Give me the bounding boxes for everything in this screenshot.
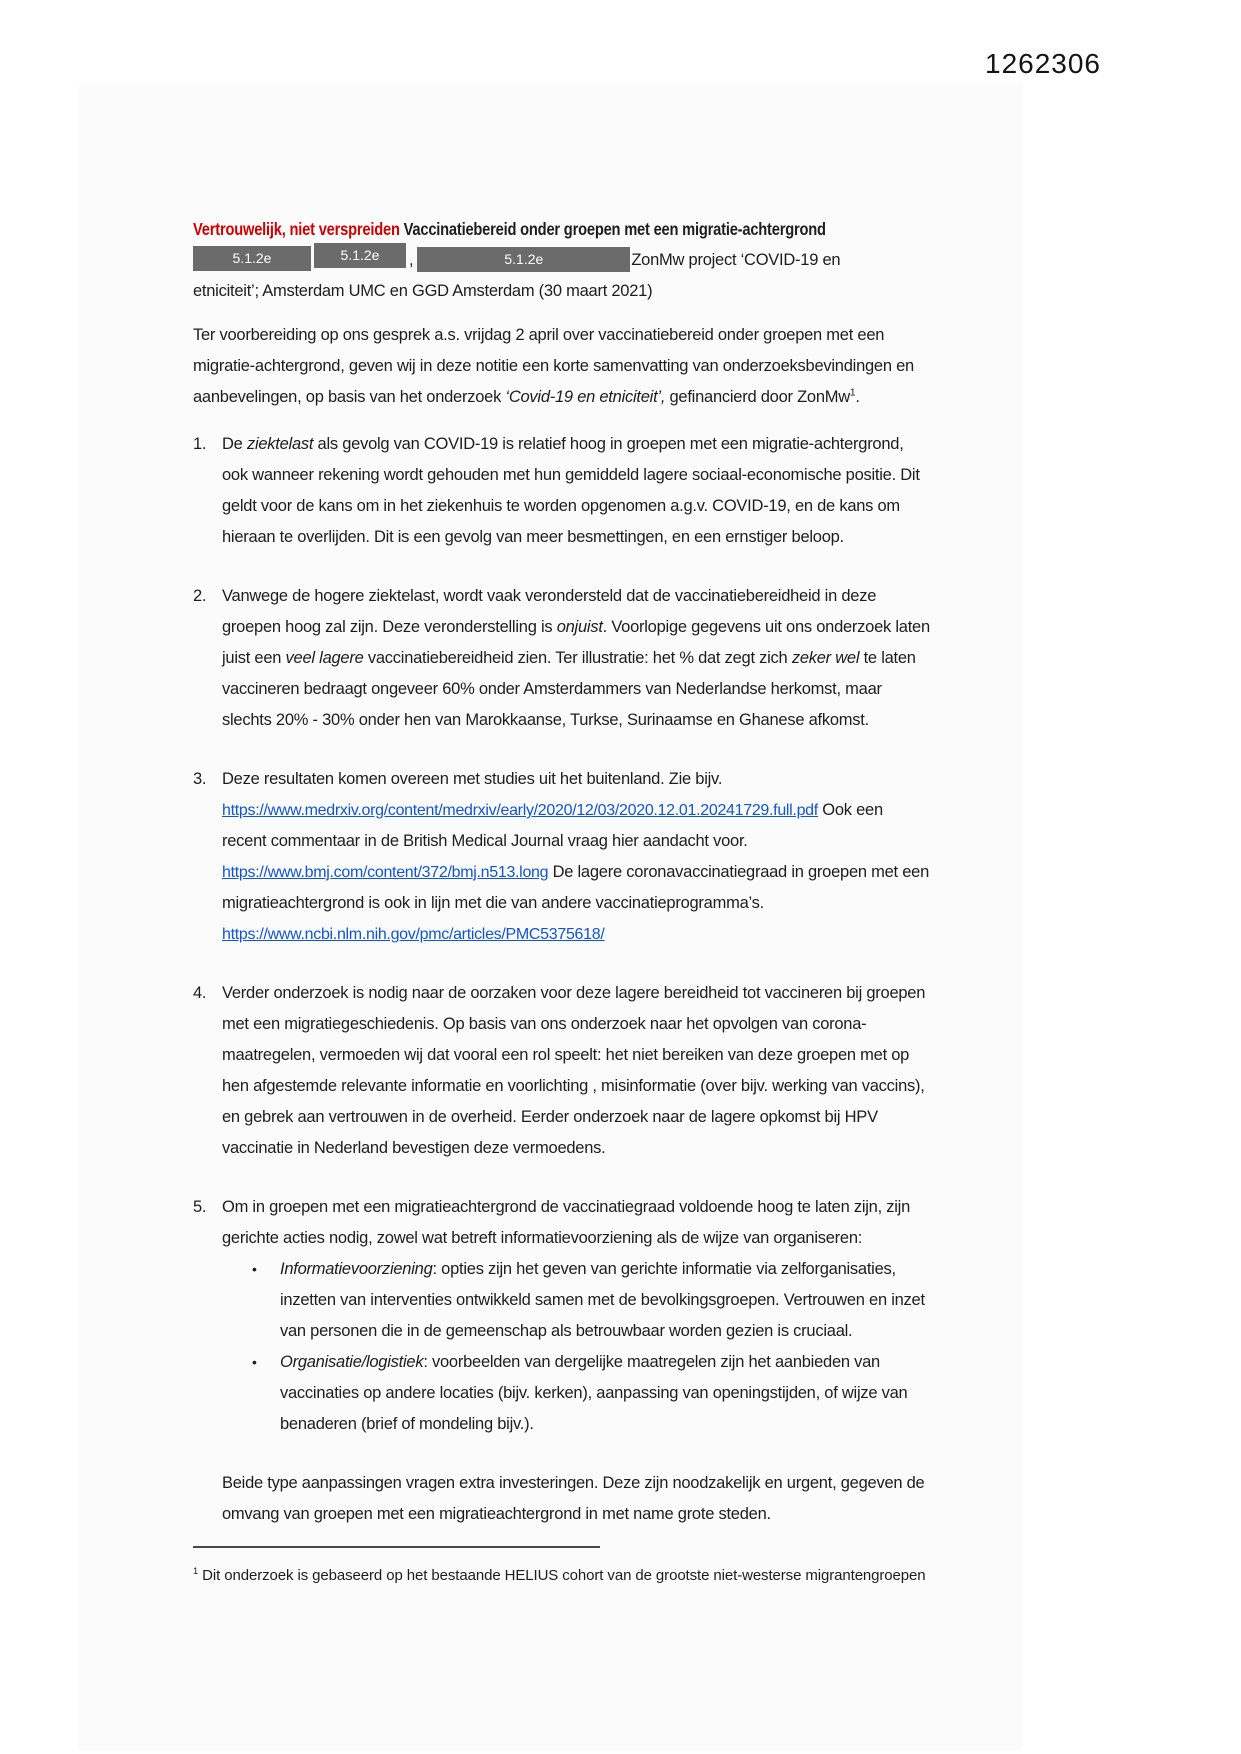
text-run: Deze resultaten komen overeen met studies uit het buitenland. Zie bijv.: [222, 770, 723, 788]
hyperlink[interactable]: https://www.ncbi.nlm.nih.gov/pmc/articles/PMC5375618/: [222, 926, 605, 943]
text-run: ZonMw project ‘COVID-19 en: [631, 251, 841, 269]
list-number-3: 3.: [193, 770, 207, 788]
list-text-3: [222, 764, 931, 950]
text-run: . Voorlopige gegevens uit ons onderzoek laten juist een: [222, 618, 930, 667]
text-run: Beide type aanpassingen vragen extra investeringen. Deze zijn noodzakelijk en urgent, gegeven de omvang van groepen met een migratieachtergrond in met name grote steden.: [222, 1474, 925, 1523]
heading-affiliation: [193, 276, 931, 307]
text-run: als gevolg van COVID-19 is relatief hoog in groepen met een migratie-achtergrond, ook wanneer rekening wordt gehouden met hun gemiddeld lagere sociaal-economische positie. Dit geldt voor de kans om in het ziekenhuis te worden opgenomen a.g.v. COVID-19, en de kans om hieraan te overlijden. Dit is een gevolg van meer besmettingen, en een ernstiger beloop.: [222, 435, 920, 546]
text-run: Vanwege de hogere ziektelast, wordt vaak verondersteld dat de vaccinatiebereidheid in deze groepen hoog zal zijn. Deze veronderstelling is: [222, 587, 877, 636]
heading-title: [193, 214, 826, 245]
redaction-bar: 5.1.2e: [417, 247, 630, 272]
text-run: Vaccinatiebereid onder groepen met een migratie-achtergrond: [403, 219, 826, 239]
superscript-ref: 1: [193, 1566, 199, 1576]
text-run: De: [222, 435, 247, 453]
text-run: De lagere coronavaccinatiegraad in groepen met een migratieachtergrond is ook in lijn met die van andere vaccinatieprogramma’s.: [222, 863, 930, 912]
list-number-1: 1.: [193, 435, 207, 453]
bullet-item-2: [222, 1347, 931, 1440]
footnote: [193, 1563, 931, 1588]
text-run: etniciteit’; Amsterdam UMC en GGD Amsterdam (30 maart 2021): [193, 282, 653, 300]
list-body-2: [222, 581, 931, 736]
text-run: .: [855, 388, 860, 406]
superscript-ref: 1: [849, 387, 856, 399]
hyperlink[interactable]: https://www.medrxiv.org/content/medrxiv/early/2020/12/03/2020.12.01.20241729.full.pdf: [222, 802, 818, 819]
text-run: ziektelast: [246, 435, 314, 453]
bullet-icon: •: [252, 1261, 257, 1277]
bullet-text-1: [280, 1254, 931, 1347]
text-run: : opties zijn het geven van gerichte informatie via zelforganisaties, inzetten van interventies ontwikkeld samen met de bevolkingsgroepen. Vertrouwen en inzet van personen die in de gemeenschap als betrouwbaar worden gezien is cruciaal.: [280, 1260, 925, 1340]
text-run: Verder onderzoek is nodig naar de oorzaken voor deze lagere bereidheid tot vaccineren bij groepen met een migratiegeschiedenis. Op basis van ons onderzoek naar het opvolgen van corona-maatregelen, vermoeden wij dat vooral een rol speelt: het niet bereiken van deze groepen met op hen afgestemde relevante informatie en voorlichting , misinformatie (over bijv. werking van vaccins), en gebrek aan vertrouwen in de overheid. Eerder onderzoek naar de lagere opkomst bij HPV vaccinatie in Nederland bevestigen deze vermoedens.: [222, 984, 926, 1157]
intro-paragraph: [193, 320, 931, 413]
text-run: zeker wel: [791, 649, 860, 667]
text-run: Dit onderzoek is gebaseerd op het bestaande HELIUS cohort van de grootste niet-westerse migrantengroepen: [198, 1567, 926, 1584]
text-run: Ook een recent commentaar in de British Medical Journal vraag hier aandacht voor.: [222, 801, 883, 850]
text-run: Vertrouwelijk, niet verspreiden: [193, 219, 404, 239]
text-run: Ter voorbereiding op ons gesprek a.s. vrijdag 2 april over vaccinatiebereid onder groepen met een migratie-achtergrond, geven wij in deze notitie een korte samenvatting van onderzoeksbevindingen en aanbevelingen, op basis van het onderzoek: [193, 326, 914, 406]
page-number: 1262306: [985, 48, 1102, 79]
closing-paragraph: [222, 1468, 931, 1530]
text-run: veel lagere: [285, 649, 364, 667]
text-run: ‘Covid-19 en etniciteit’,: [505, 388, 666, 406]
bullet-text-2: [280, 1347, 931, 1440]
bullet-icon: •: [252, 1354, 257, 1370]
list-body-4: [222, 978, 931, 1164]
text-run: te laten vaccineren bedraagt ongeveer 60% onder Amsterdammers van Nederlandse herkomst, maar slechts 20% - 30% onder hen van Marokkaanse, Turkse, Surinaamse en Ghanese afkomst.: [222, 649, 916, 729]
list-text-5: [222, 1192, 931, 1254]
list-body-3: [222, 764, 931, 950]
redaction-bar: 5.1.2e: [193, 246, 311, 271]
list-text-1: [222, 429, 931, 553]
list-item-4: [193, 978, 931, 1164]
footnote-separator: [193, 1546, 600, 1548]
list-text-2: [222, 581, 931, 736]
list-item-5: [193, 1192, 931, 1440]
list-number-4: 4.: [193, 984, 207, 1002]
document-content: [193, 214, 931, 1603]
text-run: ,: [409, 251, 414, 269]
text-run: Organisatie/logistiek: [280, 1353, 424, 1371]
list-number-2: 2.: [193, 587, 207, 605]
text-run: Om in groepen met een migratieachtergrond de vaccinatiegraad voldoende hoog te laten zijn, zijn gerichte acties nodig, zowel wat betreft informatievoorziening als de wijze van organiseren:: [222, 1198, 911, 1247]
text-run: : voorbeelden van dergelijke maatregelen zijn het aanbieden van vaccinaties op andere locaties (bijv. kerken), aanpassing van openingstijden, of wijze van benaderen (brief of mondeling bijv.).: [280, 1353, 908, 1433]
list-text-4: [222, 978, 931, 1164]
text-run: gefinancierd door ZonMw: [665, 388, 850, 406]
hyperlink[interactable]: https://www.bmj.com/content/372/bmj.n513.long: [222, 864, 549, 881]
list-body-5: [222, 1192, 931, 1440]
list-item-2: [193, 581, 931, 736]
list-number-5: 5.: [193, 1198, 207, 1216]
list-item-1: [193, 429, 931, 553]
document-heading: [193, 214, 931, 307]
list-item-3: [193, 764, 931, 950]
text-run: onjuist: [556, 618, 603, 636]
bullet-item-1: [222, 1254, 931, 1347]
redaction-bar: 5.1.2e: [314, 243, 406, 268]
list-body-1: [222, 429, 931, 553]
text-run: vaccinatiebereidheid zien. Ter illustratie: het % dat zegt zich: [363, 649, 792, 667]
heading-authors-redacted: [193, 245, 931, 276]
text-run: Informatievoorziening: [280, 1260, 433, 1278]
